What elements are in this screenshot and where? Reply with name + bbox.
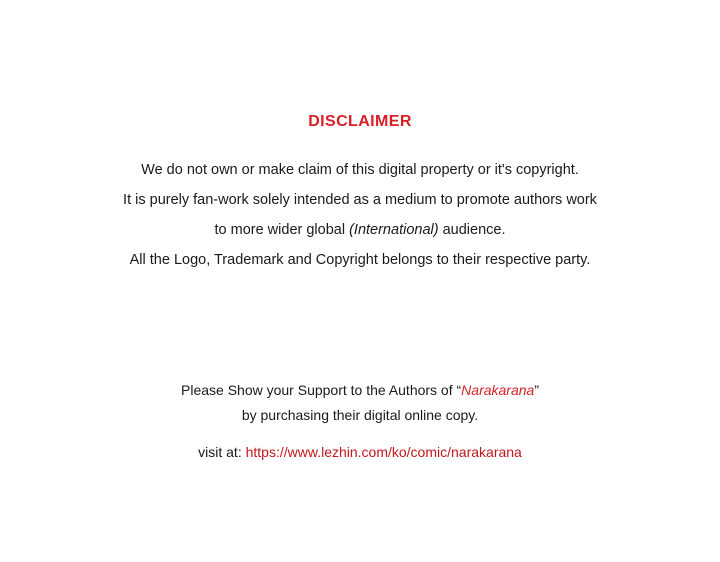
support-note <box>0 378 720 428</box>
disclaimer-line-4: All the Logo, Trademark and Copyright belongs to their respective party. <box>129 252 591 268</box>
support-line-1-before: Please Show your Support to the Authors of “ <box>181 382 462 398</box>
disclaimer-line-3-before: to more wider global <box>214 222 350 238</box>
disclaimer-line-3-italic: (International) <box>349 222 439 238</box>
disclaimer-line-3 <box>0 215 720 245</box>
support-line-1 <box>0 378 720 403</box>
support-line-2: by purchasing their digital online copy. <box>241 407 479 423</box>
disclaimer-line-1: We do not own or make claim of this digital property or it's copyright. <box>141 162 579 178</box>
series-title: Narakarana <box>461 382 535 398</box>
visit-line <box>0 441 720 463</box>
comic-link[interactable]: https://www.lezhin.com/ko/comic/narakarana <box>245 444 522 460</box>
disclaimer-line-2: It is purely fan-work solely intended as a medium to promote authors work <box>123 192 597 208</box>
disclaimer-line-3-after: audience. <box>438 222 506 238</box>
page-title: DISCLAIMER <box>308 113 412 130</box>
disclaimer-body <box>0 155 720 275</box>
support-line-1-after: ” <box>534 382 539 398</box>
visit-label: visit at: <box>198 444 246 460</box>
